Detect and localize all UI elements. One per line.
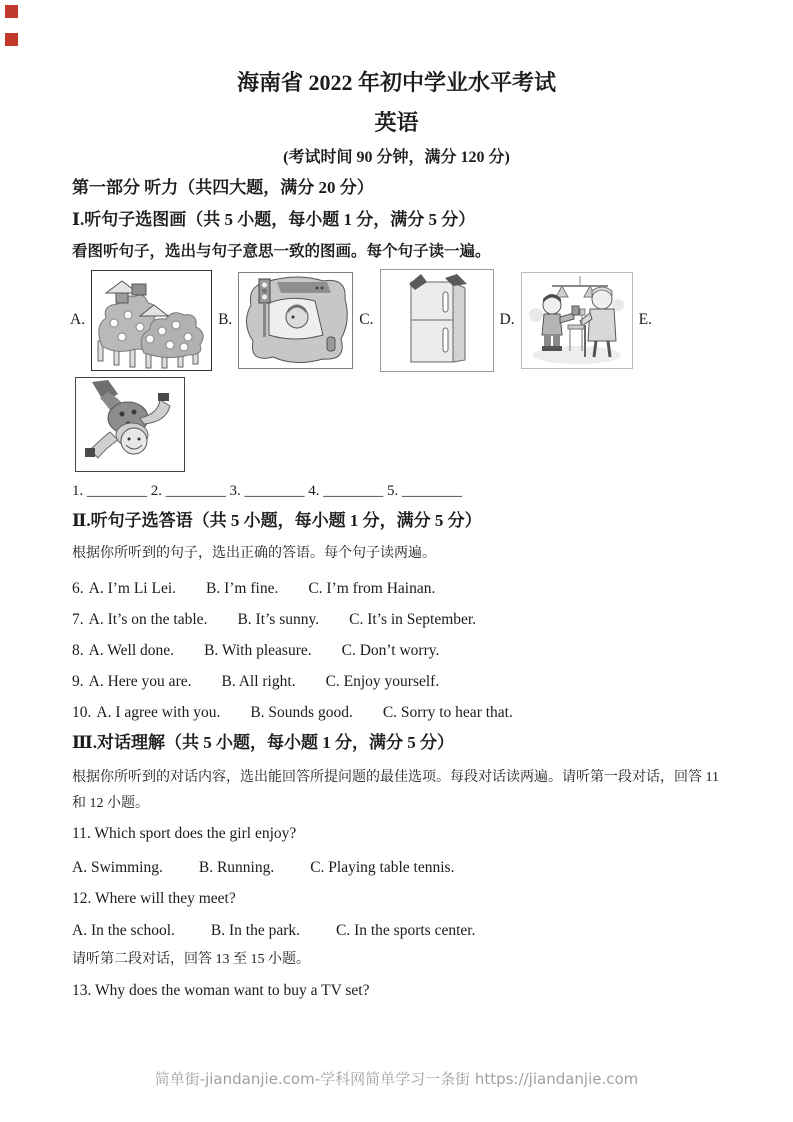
watermark-footer: 简单街-jiandanjie.com-学科网简单学习一条街 https://jiandanjie.com bbox=[154, 1070, 639, 1088]
question-6 bbox=[72, 578, 435, 600]
question-6-number: 6. bbox=[72, 580, 84, 597]
question-11-option-a: A. Swimming. bbox=[72, 859, 163, 876]
section2-instruction: 根据你所听到的句子，选出正确的答语。每个句子读两遍。 bbox=[72, 546, 436, 561]
picture-label-e: E. bbox=[638, 311, 652, 328]
question-9-number: 9. bbox=[72, 673, 84, 690]
subject-title: 英语 bbox=[374, 110, 419, 135]
question-6-option-b: B. I’m fine. bbox=[206, 580, 279, 597]
question-10-option-b: B. Sounds good. bbox=[250, 704, 353, 721]
question-10-option-a: A. I agree with you. bbox=[96, 704, 221, 721]
orchard-harvest-illustration bbox=[92, 271, 211, 370]
picture-c-refrigerator bbox=[380, 269, 494, 372]
picture-label-d: D. bbox=[499, 311, 515, 328]
question-7-option-c: C. It’s in September. bbox=[349, 611, 477, 628]
question-12: 12. Where will they meet? bbox=[72, 890, 236, 907]
picture-label-b: B. bbox=[218, 311, 233, 328]
picture-d-boy-serving-elder bbox=[521, 272, 633, 369]
question-9-option-a: A. Here you are. bbox=[88, 673, 192, 690]
picture-b-driver-traffic-light bbox=[238, 272, 353, 369]
driver-illustration bbox=[239, 273, 352, 368]
question-8-option-c: C. Don’t worry. bbox=[341, 642, 440, 659]
section3-heading: Ⅲ.对话理解（共 5 小题，每小题 1 分，满分 5 分） bbox=[72, 733, 454, 752]
question-8-option-b: B. With pleasure. bbox=[204, 642, 312, 659]
question-13: 13. Why does the woman want to buy a TV set? bbox=[72, 982, 370, 999]
picture-a-orchard-harvest bbox=[91, 270, 212, 371]
picture-label-a: A. bbox=[70, 311, 86, 328]
part1-heading: 第一部分 听力（共四大题，满分 20 分） bbox=[72, 178, 374, 197]
red-corner-mark-top bbox=[5, 5, 18, 18]
section2-heading: Ⅱ.听句子选答语（共 5 小题，每小题 1 分，满分 5 分） bbox=[72, 511, 482, 530]
handstand-person-illustration bbox=[76, 378, 184, 471]
question-11: 11. Which sport does the girl enjoy? bbox=[72, 825, 297, 842]
picture-options-row bbox=[70, 268, 652, 372]
exam-time-score-info: (考试时间 90 分钟，满分 120 分) bbox=[283, 149, 510, 166]
question-12-option-b: B. In the park. bbox=[210, 922, 300, 939]
question-7-option-b: B. It’s sunny. bbox=[237, 611, 320, 628]
question-7 bbox=[72, 609, 476, 631]
red-corner-mark-bottom bbox=[5, 33, 18, 46]
boy-and-elder-illustration bbox=[522, 273, 632, 368]
question-9-option-c: C. Enjoy yourself. bbox=[325, 673, 440, 690]
section1-heading: Ⅰ.听句子选图画（共 5 小题，每小题 1 分，满分 5 分） bbox=[72, 210, 476, 229]
question-11-options bbox=[72, 857, 454, 879]
picture-label-c: C. bbox=[359, 311, 374, 328]
question-12-options bbox=[72, 920, 475, 942]
exam-title: 海南省 2022 年初中学业水平考试 bbox=[236, 70, 556, 95]
question-9 bbox=[72, 671, 439, 693]
answer-blanks-1-5: 1. ________ 2. ________ 3. ________ 4. ________ 5. ________ bbox=[72, 483, 462, 499]
picture-e-handstand-person bbox=[75, 377, 185, 472]
question-7-option-a: A. It’s on the table. bbox=[88, 611, 208, 628]
question-12-option-c: C. In the sports center. bbox=[336, 922, 476, 939]
question-10 bbox=[72, 702, 513, 724]
section1-instruction: 看图听句子，选出与句子意思一致的图画。每个句子读一遍。 bbox=[72, 243, 491, 260]
question-11-option-c: C. Playing table tennis. bbox=[310, 859, 455, 876]
question-6-option-a: A. I’m Li Lei. bbox=[88, 580, 177, 597]
question-7-number: 7. bbox=[72, 611, 84, 628]
question-8-option-a: A. Well done. bbox=[88, 642, 175, 659]
question-9-option-b: B. All right. bbox=[221, 673, 296, 690]
refrigerator-illustration bbox=[381, 270, 493, 371]
question-11-option-b: B. Running. bbox=[198, 859, 275, 876]
question-8-number: 8. bbox=[72, 642, 84, 659]
section3-instruction-line2: 和 12 小题。 bbox=[72, 796, 149, 811]
question-10-option-c: C. Sorry to hear that. bbox=[382, 704, 513, 721]
question-12-option-a: A. In the school. bbox=[72, 922, 175, 939]
section3-instruction-line1: 根据你所听到的对话内容，选出能回答所提问题的最佳选项。每段对话读两遍。请听第一段对话，回答 11 bbox=[72, 770, 719, 785]
question-8 bbox=[72, 640, 439, 662]
question-10-number: 10. bbox=[72, 704, 92, 721]
question-6-option-c: C. I’m from Hainan. bbox=[308, 580, 436, 597]
dialog2-note: 请听第二段对话，回答 13 至 15 小题。 bbox=[72, 952, 310, 967]
